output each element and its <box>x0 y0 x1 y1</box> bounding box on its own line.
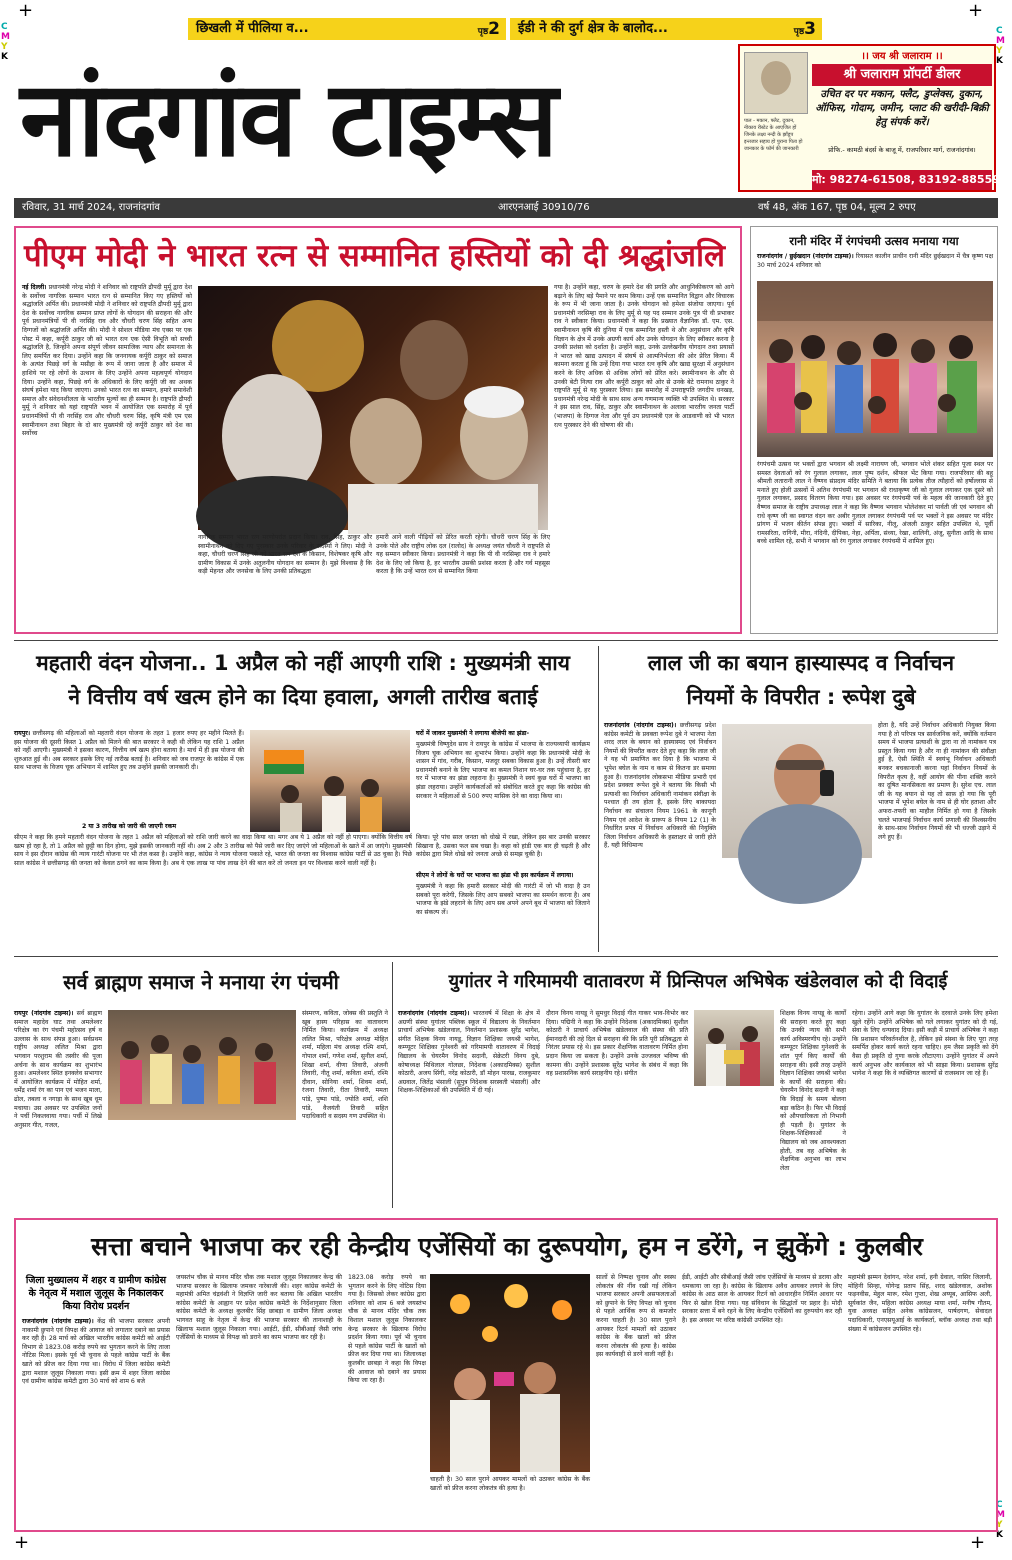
congress-protest-col4: सालों से निष्पक्ष चुनाव और स्वस्थ लोकतंत्र की नींव रखी गई लेकिन भाजपा सरकार अपनी असफलताओं को छुपाने के लिए विपक्ष को चुनाव से पहले आर्थिक रूप से कमजोर करना चाहती है। 30 साल पुराने आयकर रिटर्न मामलों को उठाकर कांग्रेस के बैंक खातों को फ्रीज करना लोकतंत्र की हत्या है। कांग्रेस इस कार्यवाही से डरने वाली नहीं है। <box>596 1274 676 1359</box>
mahtari-col2b: किया। पूरे पांच साल जनता को धोखे में रखा, लेकिन इस बार उनकी सरकार सिखाना है, उसका फल सब चखा है। कहा को हांडी एक बार ही चढ़ती है और कांग्रेस द्वारा मिले धोखे को जनता अच्छे से समझ चुकी है। <box>416 834 590 859</box>
congress-protest-col5: ईडी, आईटी और सीबीआई जैसी जांच एजेंसियों के माध्यम से डराया और धमकाया जा रहा है। कांग्रेस के खिलाफ अवैध आयकर लगाने के लिए कांग्रेस के आठ साल के आयकर रिटर्न को आधारहीन निर्मित आधार पर फिर से खोल दिया गया। यह संविधान के सिद्धांतों पर प्रहार है। मोदी सरकार सत्ता में बने रहने के लिए केन्द्रीय एजेंसियों का दुरुपयोग कर रही है। इस अवसर पर वरिष्ठ कांग्रेसी उपस्थित रहे। <box>682 1274 842 1324</box>
registration-mark: + <box>18 0 34 21</box>
torch-rally-photo <box>430 1274 590 1472</box>
mahtari-headline-line2: ने वित्तीय वर्ष खत्म होने का दिया हवाला, अगली तारीख बताई <box>68 685 538 709</box>
congress-protest-col6: महामंत्री झम्मन देवांगन, नरेश शर्मा, हनी ग्रेवाल, नासिर जिलानी, मोहिनी सिन्हा, योगेन्द्र प्रताप सिंह, शरद खंडेलवाल, अशोक फड़नवीस, मेहुल मारू, रमेश गुप्ता, शेख अय्यूब, आसिफ अली, सूर्यकांत जैन, महिला कांग्रेस अध्यक्ष माया शर्मा, मनीष गौतम, युवा अध्यक्ष सहित अनेक कांग्रेसजन, पार्षदगण, सेवादल पदाधिकारी, एनएसयूआई के कार्यकर्ता, ब्लॉक अध्यक्ष तथा बड़ी संख्या में कांग्रेसजन उपस्थित रहे। <box>848 1274 992 1333</box>
property-dealer-ad[interactable] <box>738 44 1000 192</box>
ad-side-text: पाल - मकान, फ्लैट, दुकान, नीकाय रीस्टेट के आएजित हों जिनके लक्ष्य नन्दी के झाँडूप इन्तजार सहाय हो पुराना पिता हो जानकार के फॉर्म की जानकारी <box>744 118 803 152</box>
congress-protest-col3: 1823.08 करोड़ रुपये का भुगतान करने के लिए नोटिस दिया गया है। जिसको लेकर कांग्रेस द्वारा शनिवार को शाम 6 बजे जयस्तंभ चौक से मानव मंदिर चौक तक विशाल मशाल जुलूस निकालकर केन्द्र सरकार के खिलाफ विरोध प्रदर्शन किया गया। पूर्व भी चुनाव से पहले कांग्रेस पार्टी के खातों को फ्रीज कर दिया गया था। जिलाध्यक्ष कुलबीर छाबड़ा ने कहा कि विपक्ष की आवाज को दबाने का प्रयास किया जा रहा है। <box>348 1274 426 1385</box>
teaser-page-label: पृष्ठ <box>477 27 489 37</box>
column-rule <box>598 646 599 952</box>
yugantar-col3: शिक्षक विनय नायडू के कार्यों की सराहना करते हुए कहा कि उनकी न्याय की सभी कार्य अविस्मरणीय रहे। उन्होंने कम्प्यूटर शिक्षिका गुनेश्वरी के शांत पूर्ण किए कार्यों की सराहना की। इसी तरह उन्होंने विज्ञान शिक्षिका जयश्री भागेश के कार्यों की सराहना की। चेयरमैन विनोद सदानी ने कहा कि विदाई के समय बोलना बड़ा कठिन है। फिर भी विदाई को औपचारिकता तो निभानी ही पड़ती है। युगांतर के शिक्षक-शिक्षिकाओं ने विद्यालय को जब आवश्यकता होती, तब वह अभिषेक के शैक्षणिक अनुभव का लाभ लेता <box>780 1010 846 1172</box>
brahmin-samaj-story <box>14 962 388 1208</box>
holi-gathering-photo <box>108 1010 296 1120</box>
yugantar-headline: युगांतर ने गरिमामयी वातावरण में प्रिन्सिपल अभिषेक खंडेलवाल को दी विदाई <box>448 971 948 992</box>
color-bar: C M Y K <box>1 22 11 62</box>
brahmin-samaj-col1: रायपुर (नांदगांव टाइम्स)। सर्व ब्राह्मण समाज महादेव घाट तथा अमलेश्वर परिक्षेत्र का रंग पंचमी महोत्सव हर्ष व उल्लास के साथ संपन्न हुआ। सर्वप्रथम राष्ट्रीय अध्यक्ष ललित मिश्रा द्वारा भगवान परशुराम की तस्वीर की पूजा अर्चना के साथ कार्यक्रम का शुभारंभ हुआ। अमलेश्वर स्थित इनक्लेव सभागार में आयोजित कार्यक्रम में मोहित शर्मा, धर्मेंद्र शर्मा रंग का पान एवं भजन माला, ढोल, तबला व नगाड़ा के साथ खूब धूम मचाया। उस अवसर पर उपस्थित जनों ने पर्ची निकलवाया गया। पर्ची में लिखे अनुसार गीत, गजल, <box>14 1010 102 1129</box>
teaser-text: छिखली में पीलिया व... <box>196 21 309 36</box>
mahtari-col1: रायपुर। छत्तीसगढ़ की महिलाओं को महतारी वंदन योजना के तहत 1 हजार रुपए हर महीने मिलते हैं। इस योजना की दूसरी किस्त 1 अप्रैल को मिलने की बात सरकार ने कही थी लेकिन यह राशि 1 अप्रैल को नहीं आएगी। मुख्यमंत्री ने इसका कारण, वित्तीय वर्ष खत्म होना बताया है। मार्च में ही इस योजना की शुरुआत हुई थी। अब सरकार इसके लिए नई तारीख बताई है। शनिवार को जब राजपुर के कांग्रेस में एक साथ भाजपा के विजय चूक अभियान में शामिल हुए तब उन्होंने इसकी जानकारी दी। <box>14 730 244 772</box>
teaser-page-num: 2 <box>488 19 500 39</box>
ad-business-name: श्री जलाराम प्रॉपर्टी डीलर <box>812 64 992 86</box>
mahtari-headline-line1: महतारी वंदन योजना.. 1 अप्रैल को नहीं आएगी राशि : मुख्यमंत्री साय <box>36 651 570 675</box>
lal-ji-statement-story <box>604 646 998 952</box>
congress-protest-col1: राजनांदगांव (नांदगांव टाइम्स)। केंद्र की भाजपा सरकार अपनी नाकामी छुपाने एवं विपक्ष की आवाज को लगातार दबाने का प्रयास कर रही है। 28 मार्च को अखिल भारतीय कांग्रेस कमेटी को आईटी विभाग से 1823.08 करोड़ रुपये का भुगतान करने के लिए ताजा नोटिस मिला। इसके पूर्व भी चुनाव से पहले कांग्रेस पार्टी के बैंक खाते को फ्रीज कर दिया गया था। विरोध में जिला कांग्रेस कमेटी द्वारा मशाल जुलूस निकाला गया। इसी क्रम में शहर जिला कांग्रेस एवं ग्रामीण कांग्रेस कमेटी द्वारा 30 मार्च को शाम 6 बजे <box>22 1318 171 1386</box>
rni-number: आरएनआई 30910/76 <box>498 202 590 213</box>
mahtari-subhead: 2 या 3 तारीख को जारी की जाएगी रकम <box>81 823 177 830</box>
mahtari-col3-head: घरों में जाकर मुख्यमंत्री ने लगाया बीजेपी का झंडा- <box>416 730 530 737</box>
lead-story-col3: हमारी आने वाली पीढ़ियों को प्रेरित करती रहेगी। चौधरी चरण सिंह के लिए उनके पोते और राष्ट्रीय लोक दल (रालोद) के अध्यक्ष जयंत चौधरी ने राष्ट्रपति से यह सम्मान स्वीकार किया। प्रधानमंत्री ने कहा कि पी वी नरसिम्हा राव ने हमारे देश के लिए जो किया है, हर भारतीय उसकी प्रशंसा करता है और गर्व महसूस करता है कि उन्हें भारत रत्न से सम्मानित किया <box>376 534 550 576</box>
yugantar-col2: दौरान विनय नायडू ने सुमधुर विदाई गीत गाकर भाव-विभोर कर दिया। पद्मिनी ने कहा कि उन्होंने निदेशक (अकादमिक्स) सुशील कोठारी ने प्राचार्य अभिषेक खंडेलवाल की संस्था की प्रति ईमानदारी की तहे दिल से सराहना की कि प्रति पूरी प्रतिबद्धता से निरंतर प्रयास रहे थे। इस प्रकार शैक्षणिक वातावरण निर्मित होना प्रदान किया जा सकता है। उन्होंने उनके उज्जवल भविष्य की कामना की। उन्होंने प्रशासक सुरेंद्र भागेश के संबंध में कहा कि वह प्रशासनिक कार्य सराहनीय रहे। संगीत <box>546 1010 688 1078</box>
mahtari-col3b-head: सीएम ने लोगों के घरों पर भाजपा का झंडा भी इस कार्यक्रम में लगाया। <box>416 872 574 879</box>
rangpanchami-headline: रानी मंदिर में रंगपंचमी उत्सव मनाया गया <box>789 234 959 248</box>
column-rule <box>392 962 393 1208</box>
teaser-page-num: 3 <box>804 19 816 39</box>
congress-protest-col2: जयस्तंभ चौक से मानव मंदिर चौक तक मशाल जुलूस निकालकर केन्द्र की भाजपा सरकार के खिलाफ जमकर नारेबाजी की। शहर कांग्रेस कमेटी के महामंत्री अमित चंद्रवंशी ने विज्ञप्ति जारी कर बताया कि अखिल भारतीय कांग्रेस कमेटी के आह्वान पर प्रदेश कांग्रेस कमेटी के निर्देशानुसार जिला कांग्रेस कमेटी के अध्यक्ष कुलबीर सिंह छाबड़ा व ग्रामीण जिला अध्यक्ष भागवत साहू के नेतृत्व में केन्द्र की भाजपा सरकार की तानाशाही के खिलाफ मशाल जुलूस निकाला गया। आईटी, ईडी, सीबीआई जैसी जांच एजेंसियों के माध्यम से विपक्ष को डराने का काम भाजपा कर रही है। <box>176 1274 342 1342</box>
ad-deity-photo <box>744 52 808 114</box>
congress-protest-subhead: जिला मुख्यालय में शहर व ग्रामीण कांग्रेस के नेतृत्व में मशाल जुलूस के निकालकर किया विरोध प्रदर्शन <box>25 1275 167 1312</box>
lal-ji-col1: राजनांदगांव (नांदगांव टाइम्स)। छत्तीसगढ़ प्रदेश कांग्रेस कमेटी के प्रवक्ता रूपेश दुबे ने भाजपा नेता शरद लाल के बयान को हास्यास्पद एवं निर्वाचन नियमों की विपरीत करार देते हुए कहा कि लाल जी ने यह भी प्रमाणित कर दिया है कि भाजपा में भूपेश बघेल के नाम व काम से कितना डर समाया हुआ है। राजनांदगांव लोकसभा मीडिया प्रभारी एवं प्रदेश प्रवक्ता रूपेश दुबे ने बताया कि किसी भी प्रत्याशी का निर्वाचन अधिकारी नामांकन संवीक्षा के पश्चात ही तय होता है, इसके लिए बाकायदा निर्वाचन का संचालन नियम 1961 के कानूनी नियम एवं आदेश के प्रारूप 8 नियम 12 (1) के निर्धारित प्रपत्र में निर्वाचन अधिकारी की नियुक्ति जिला निर्वाचन अधिकारी के हस्ताक्षर से जारी होते हैं, यही विधिमान्य <box>604 722 716 850</box>
brahmin-samaj-headline: सर्व ब्राह्मण समाज ने मनाया रंग पंचमी <box>63 970 339 994</box>
ad-salutation: ।। जय श्री जलाराम ।। <box>861 51 943 62</box>
section-rule <box>14 640 998 641</box>
rangpanchami-intro: राजनांदगांव / छुईखदान (नांदगांव टाइम्स)। रियासत कालीन प्राचीन रानी मंदिर छुईखदान में चैत्र कृष्ण पक्ष 30 मार्च 2024 शनिवार को <box>757 253 994 269</box>
teaser-text: ईडी ने की दुर्ग क्षेत्र के बालोद... <box>518 21 668 36</box>
leaders-collage-photo <box>198 286 548 530</box>
yugantar-farewell-story <box>398 962 998 1208</box>
congress-protest-col3b: चाहती है। 30 साल पुराने आयकर मामलों को उठाकर कांग्रेस के बैंक खातों को फ्रीज करना लोकतंत्र की हत्या है। <box>430 1476 590 1492</box>
lead-story-col2: नागरिक सम्मान भारत रत्न मरणोपरांत प्रदान किया। राव, सिंह, ठाकुर और स्वामीनाथन को दिए गए पुरस्कार उनके परिवार के सदस्यों ने लिए। मोदी ने कहा, चौधरी चरण सिंह जी को भारत रत्न देश के किसान, विशेषकर कृषि और ग्रामीण विकास में उनके अतुलनीय योगदान का सम्मान है। मुझे विश्वास है कि कड़ी मेहनत और जनसेवा के लिए उनकी प्रतिबद्धता <box>198 534 372 576</box>
registration-mark: + <box>970 1532 986 1553</box>
lead-story-col1: नई दिल्ली। प्रधानमंत्री नरेन्द्र मोदी ने शनिवार को राष्ट्रपति द्रौपदी मुर्मू द्वारा देश के सर्वोच्च नागरिक सम्मान भारत रत्न से सम्मानित किए गए हस्तियों को श्रद्धांजलि अर्पित की। प्रधानमंत्री मोदी ने शनिवार को राष्ट्रपति द्रौपदी मुर्मू द्वारा देश के सर्वोच्च नागरिक सम्मान प्राप्त लोगों के योगदान की सराहना की और पूर्व प्रधानमंत्रियों पी वी नरसिंह राव और चौधरी चरण सिंह सहित अन्य दिग्गजों को श्रद्धांजलि अर्पित की। मोदी ने सोशल मीडिया मंच एक्स पर एक पोस्ट में कहा, कर्पूरी ठाकुर जी को भारत रत्न एक ऐसी विभूति को सच्ची श्रद्धांजलि है, जिन्होंने अपना संपूर्ण जीवन सामाजिक न्याय और समानता के लिए समर्पित कर दिया। उन्होंने कहा कि जननायक कर्पूरी ठाकुर को समाज के अत्यंत पिछड़े वर्ग के मसीहा के रूप में जाना जाता है और समाज में हाशिये पर रहे लोगों के उत्थान के लिए उन्होंने अपना महत्वपूर्ण योगदान दिया। उन्होंने कहा, पिछड़े वर्ग के अधिकारों के लिए कर्पूरी जी का अथक संघर्ष हमेशा याद किया जाएगा। उनको भारत रत्न का सम्मान, हमारे समावेशी समाज और संवेदनशीलता के भारतीय मूल्यों का ही सम्मान है। राष्ट्रपति द्रौपदी मुर्मू ने शनिवार को यहां राष्ट्रपति भवन में आयोजित एक समारोह में पूर्व प्रधानमंत्रियों पी वी नरसिंह राव और चौधरी चरण सिंह, कृषि मंत्री एम एस स्वामीनाथन तथा बिहार के दो बार मुख्यमंत्री रहे कर्पूरी ठाकुर को देश का सर्वोच्च <box>22 284 193 438</box>
ad-description: उचित दर पर मकान, फ्लैट, डुप्लेक्स, दुकान, ऑफिस, गोदाम, जमीन, प्लाट की खरीदी-बिक्री हेतु संपर्क करें। <box>815 89 989 128</box>
section-rule <box>14 956 998 957</box>
temple-group-photo <box>757 281 993 457</box>
ad-phone: मो: 98274-61508, 83192-88559 <box>812 170 992 190</box>
dateline-bar <box>14 198 998 218</box>
lal-ji-headline-line1: लाल जी का बयान हास्यास्पद व निर्वाचन <box>647 651 955 675</box>
teaser-2[interactable] <box>510 18 822 40</box>
issue-date: रविवार, 31 मार्च 2024, राजनांदगांव <box>22 202 160 213</box>
teaser-page-label: पृष्ठ <box>793 27 805 37</box>
rangpanchami-body: रंगपंचमी उत्सव पर भक्तों द्वारा भगवान श्री लक्ष्मी नारायण जी, भगवान भोले शंकर सहित पूजा स्थल पर समस्त देवताओं को रंग गुलाल लगाकर, लाल पुष्प दर्शन, श्रीफल भेंट किया गया। राजपरिवार की बहू श्रीमती लतारानी लाल ने वैष्णव संप्रदाय मंदिर समिति ने बताया कि प्रत्येक तीज त्यौहारों को हर्षोल्लास से मनाते हुए होली उत्सवों में अतिथ रंगपंचमी पर भगवान श्री राधाकृष्ण जी को गुलाल लगाकर एक दूसरे को गुलाल लगाकर, प्रसाद वितरण किया गया। इस अवसर पर रंगपंचमी पर्व के महत्व की जानकारी देते हुए वैष्णव समाज के राष्ट्रीय उपाध्यक्ष लाल ने कहा कि वैष्णव भगवान भोलेशंकर मां पार्वती जी एवं भगवान श्री राधे कृष्ण जी का स्वागत वंदन कर अबीर गुलाल लगाकर रंगपंचमी पर्व पर भक्तों ने इस अवसर पर मंदिर प्रांगण में भजन कीर्तन संपन्न हुए। भक्तों में सारिका, नीलू, अंजली ठाकुर सहित उपस्थित थे, पूर्वी रामसरिता, रागिनी, मीरा, नंदिनी, दीपिका, नेहा, अर्पिता, संध्या, रेखा, शालिनी, अंजू, सुनीता आदि के साथ बच्चे शामिल रहे, सभी ने भगवान को रंग गुलाल लगाकर रंगपंचमी में शामिल हुए। <box>757 461 993 546</box>
registration-mark: + <box>14 1532 30 1553</box>
yugantar-col1: राजनांदगांव (नांदगांव टाइम्स)। भारतवर्ष में शिक्षा के क्षेत्र में अग्रणी संस्था युगांतर पब्लिक स्कूल में विद्यालय के निवर्तमान प्राचार्य अभिषेक खंडेलवाल, निवर्तमान प्रशासक सुरेंद्र भागेश, संगीत शिक्षक विनय नायडू, विज्ञान शिक्षिका जयश्री भागेश, कम्प्यूटर शिक्षिका गुनेश्वरी को गरिमामयी वातावरण में विदाई विद्यालय के चेयरमैन विनोद सदानी, सेक्रेटरी विनय दुबे, कोषाध्यक्ष मिथिलाल गोलछा, निदेशक (अकादमिक्स) सुशील कोठारी, अजय सिंगी, नरेंद्र कोठारी, डॉ मोहन पारख, राजकुमार अग्रवाल, जितेंद्र भंसाली (सुपुत्र निदेशक सरस्वती भंसाली) और शिक्षक-शिक्षिकाओं की उपस्थिति में दी गई। <box>398 1010 540 1095</box>
yugantar-col4: रहेगा। उन्होंने आगे कहा कि युगांतर के दरवाजे उनके लिए हमेशा खुले रहेंगे। उन्होंने अभिषेक को गले लगाकर युगांतर को दी गई, सेवा के लिए धन्यवाद दिया। इसी कड़ी में प्राचार्य अभिषेक ने कहा कि प्रशासन परिवर्तनशील है, लेकिन इसे संस्था के लिए पूरा तरह समर्पित होकर कार्य करते रहना चाहिए। हम जैसा प्रकृति को देंगे वैसा ही प्रकृति दो गुणा करके लौटाएगा। उन्होंने युगांतर में अपने कार्य अनुभव और कार्यकाल को भी साझा किया। प्रशासक सुरेंद्र भागेश ने कहा कि वे व्यक्तिगत कारणों से राजस्थान जा रहे हैं। <box>852 1010 998 1078</box>
mahtari-col1b: सीएम ने कहा कि हमने महतारी वंदन योजना के तहत 1 अप्रैल को महिलाओं को राशि जारी करने का वादा किया था। मगर अब ये 1 अप्रैल को नहीं हो पाएगा। क्योंकि वित्तीय वर्ष खत्म हो रहा है, तो 1 अप्रैल को छुट्टी का दिन होगा, मुझे इसकी जानकारी नहीं थी। अब 2 और 3 तारीख को पैसे जारी कर दिए जाएंगे जो महिलाओं के खाते में आ जाएंगे। मुख्यमंत्री साय ने इस दौरान कांग्रेस की न्याय गारंटी योजना पर भी तंज कसा है। उन्होंने कहा, कांग्रेस ने न्याय योजना पकाते रहे, भारत की जनता का विश्वास कांग्रेस पार्टी से उठ चुका है। पिछे साल कांग्रेस ने छत्तीसगढ़ की जनता को केवल ठगने का काम किया है। अब ये एक लाख पा पांच लाख देने की बात करे तो जनता इन पर विश्वास करने वाली नहीं है। <box>14 834 412 867</box>
farewell-ceremony-photo <box>694 1010 774 1086</box>
rangpanchami-story-box <box>750 226 998 634</box>
lead-story-box <box>14 226 742 634</box>
congress-protest-story <box>14 1218 998 1532</box>
lead-story-headline: पीएम मोदी ने भारत रत्न से सम्मानित हस्तियों को दी श्रद्धांजलि <box>24 238 726 274</box>
cm-flag-photo <box>250 730 410 832</box>
issue-info: वर्ष 48, अंक 167, पृष्ठ 04, मूल्य 2 रुपए <box>758 202 916 213</box>
registration-mark: + <box>968 0 984 21</box>
lead-story-col4: गया है। उन्होंने कहा, चरण के हमारे देश की प्रगति और आधुनिकीकरण को आगे बढ़ाने के लिए बड़े पैमाने पर काम किया। उन्हें एक सम्मानित विद्वान और विचारक के रूप में भी जाना जाता है। उनके योगदान को हमेशा संजोया जाएगा। पूर्व प्रधानमंत्री नरसिम्हा राव के लिए मुर्मू से यह पद सम्मान उनके पुत्र पी वी प्रभाकर राव ने स्वीकार किया। प्रधानमंत्री ने कहा कि प्रख्यात वैज्ञानिक डॉ. एम. एस. स्वामीनाथन कृषि की दुनिया में एक सम्मानित हस्ती थे और अनुसंधान और कृषि विज्ञान के क्षेत्र में उनके अग्रणी कार्य और उनके योगदान के लिए स्वीकार करना है उनकी प्रशंसा को दर्शाता है। उन्होंने कहा, उनके उल्लेखनीय योगदान तथा प्रयासों ने भारत को खाद्य उत्पादन में संघर्ष से आत्मनिर्भरता की ओर प्रेरित किया। मैं कामना करता हूं कि उन्हें दिया गया भारत रत्न कृषि और खाद्य सुरक्षा में अनुसंधान करने के लिए अधिक से अधिक लोगों को प्रेरित करे। स्वामीनाथन के और से उनकी बेटी नित्या राव और कर्पूरी ठाकुर को ओर से उनके बेटे रामनाथ ठाकुर ने राष्ट्रपति मुर्मू से यह पुरस्कार लिया। इस समारोह में उपराष्ट्रपति जगदीप धनखड़, प्रधानमंत्री नरेन्द्र मोदी के साथ साथ अन्य गणमान्य व्यक्ति भी उपस्थित थे। सरकार ने इस साल राव, सिंह, ठाकुर और स्वामीनाथन के अलावा भारतीय जनता पार्टी (भाजपा) के दिग्गज नेता और पूर्व उप प्रधानमंत्री एल के आडवाणी को भी भारत रत्न पुरस्कार देने की घोषणा की थी। <box>554 284 734 429</box>
color-bar: C M Y K <box>996 26 1006 66</box>
masthead-title: नांदगांव टाइम्स <box>20 57 556 180</box>
mahtari-vandan-story <box>14 646 592 952</box>
color-bar: C M Y K <box>996 1500 1006 1540</box>
rupesh-dubey-photo <box>722 724 872 858</box>
mahtari-col3: मुख्यमंत्री विष्णुदेव साय ने रायपुर के कांग्रेस में भाजपा के राज्यव्यापी कार्यक्रम विजय चूक अभियान का शुभारंभ किया। उन्होंने कहा कि प्रधानमंत्री मोदी के शासन में गांव, गरीब, किसान, मजदूर सबका विकास हुआ है। उन्हें तीसरी बार प्रधानमंत्री बनाने के लिए भाजपा का कमल निशान घर-घर तक पहुंचाना है, हर घर में भाजपा का झंडा लहराना है। मुख्यमंत्री ने स्वयं कुछ घरों में भाजपा का झंडा लहराया। उन्होंने कार्यकर्ताओं को संबोधित करते हुए कहा कि कांग्रेस की सरकार ने महिलाओं से 500 रुपए मासिक देने का वादा किया था। <box>416 741 590 800</box>
lal-ji-col3: होता है, यदि उन्हें निर्वाचन अधिकारी नियुक्त किया गया है तो परिपत्र पत्र सार्वजनिक करें, क्योंकि वर्तमान समय में भाजपा प्रत्याशी के द्वारा ना तो नामांकन पत्र प्रस्तुत किया गया है और ना ही नामांकन की संवीक्षा हुई है, ऐसी स्थिति में स्वयंभू निर्वाचन अधिकारी बनकर बचकानाजी करना यहां निर्वाचन नियमों के विपरीत कृत्य है, वहीं आयोग की पीना शक्ति करने का दूषित मानसिकता का प्रमाण है। सुरेश एच. लाल जी के यह बयान से यह तो साफ़ हो गया कि पूरी भाजपा में भूपेश बघेल के नाम से ही घोर हताशा और अफरा-तफरी का माहौल निर्मित हो गया है जिसके चलते भाजपाई निर्वाचन कार्य प्रणाली की विश्वसनीय के साथ-साथ निर्वाचन नियमों की भी धज्जी उड़ाने में लगे हुए हैं। <box>878 722 996 841</box>
congress-protest-headline: सत्ता बचाने भाजपा कर रही केन्द्रीय एजेंसियों का दुरूपयोग, हम न डरेंगे, न झुकेंगे : कुलबीर <box>91 1232 923 1261</box>
teaser-1[interactable] <box>188 18 506 40</box>
brahmin-samaj-col2: संस्मरण, कविता, जोक्स की प्रस्तुति ने खूब हास्य परिहास का वातावरण निर्मित किया। कार्यक्रम में अध्यक्ष ललित मिश्रा, परिक्षेत्र अध्यक्ष मोहित शर्मा, महिला मंच अध्यक्ष रश्मि शर्मा, गोपाल शर्मा, गणेश शर्मा, सुनील शर्मा, शिखा शर्मा, वीणा तिवारी, अंजनी तिवारी, नीतू शर्मा, कविता शर्मा, रश्मि दीवान, सोनिया शर्मा, शिवम शर्मा, रंजना तिवारी, रीता तिवारी, ममता पांडे, पुष्पा पांडे, ज्योति शर्मा, शशि पांडे, वैजयंती तिवारी सहित पदाधिकारी व सदस्य गण उपस्थित थे। <box>302 1010 388 1121</box>
mahtari-col3b: मुख्यमंत्री ने कहा कि हमारी सरकार मोदी की गारंटी में जो भी वादा है उन सबको पूरा करेगी, जिसके लिए आप सबको भाजपा का समर्थन करना है। अब भाजपा के झंडे लहराने के लिए आप सब अपने अपने बूथ में भाजपा को जिताने का संकल्प लें। <box>416 883 590 916</box>
lal-ji-headline-line2: नियमों के विपरीत : रूपेश दुबे <box>686 685 916 709</box>
ad-address: प्रोफि.- कामठी बंदर्स के बाजू में, राजपरिवार मार्ग, राजनांदगांव। <box>828 146 976 154</box>
